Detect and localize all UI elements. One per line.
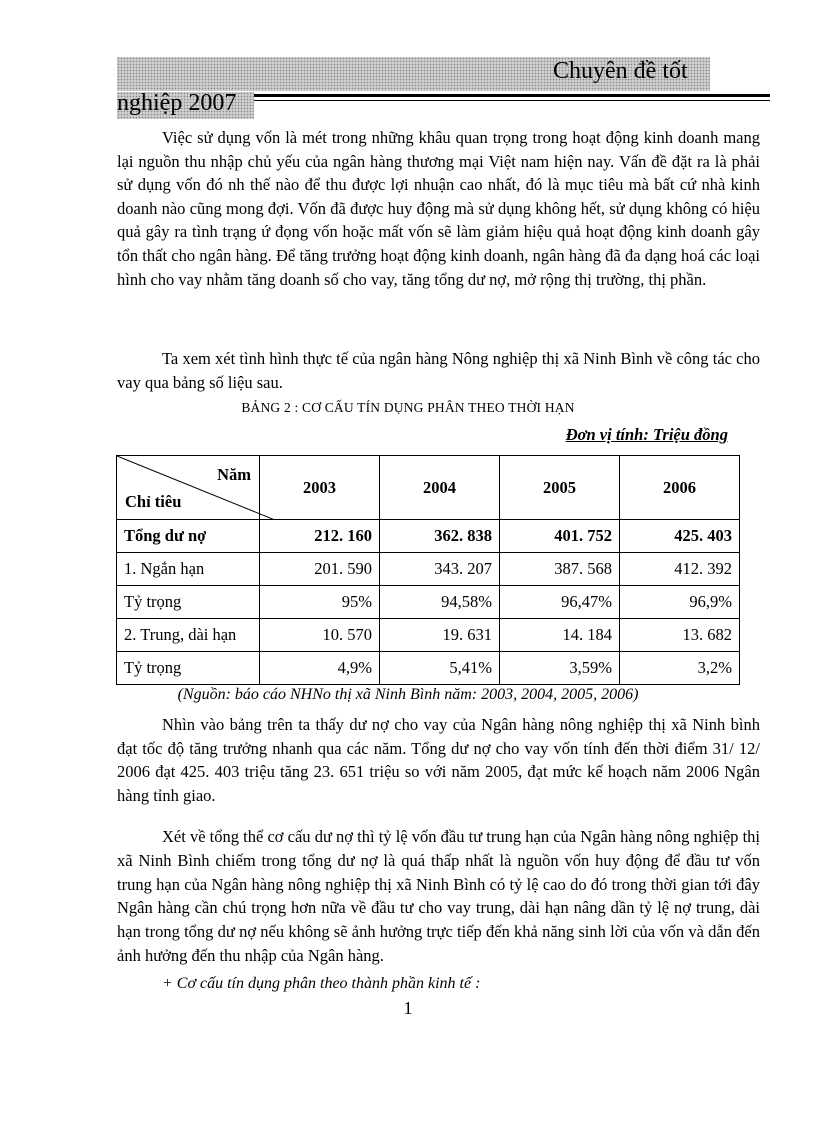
paragraph-table-analysis: Nhìn vào bảng trên ta thấy dư nợ cho vay của Ngân hàng nông nghiệp thị xã Ninh bình đạt tốc độ tăng trưởng nhanh qua các năm. Tổng dư nợ cho vay vốn tính đến thời điểm 31/ 12/ 2006 đạt 425. 403 triệu tăng 23. 651 triệu so với năm 2005, đạt mức kế hoạch năm 2006 Ngân hàng tỉnh giao. <box>117 715 760 805</box>
table-row <box>117 652 740 685</box>
corner-label-year: Năm <box>217 465 251 484</box>
table-cell: 3,59% <box>500 652 620 685</box>
table-row <box>117 586 740 619</box>
table-cell: 401. 752 <box>500 520 620 553</box>
table-cell: 10. 570 <box>260 619 380 652</box>
header-rule-thick <box>254 94 770 97</box>
table-header-row <box>117 456 740 520</box>
table-cell: 412. 392 <box>620 553 740 586</box>
year-header: 2003 <box>260 456 380 520</box>
table-cell: 362. 838 <box>380 520 500 553</box>
table-unit: Đơn vị tính: Triệu đồng <box>565 425 728 444</box>
paragraph-capital-usage: Việc sử dụng vốn là mét trong những khâu quan trọng trong hoạt động kinh doanh mang lại nguồn thu nhập chủ yếu của ngân hàng thương mại Việt nam hiện nay. Vấn đề đặt ra là phải sử dụng vốn đó nh thế nào để thu được lợi nhuận cao nhất, đó là mục tiêu mà bất cứ nhà kinh doanh nào cũng mong đợi. Vốn đã được huy động mà sử dụng không hết, sử dụng không có hiệu quả gây ra tình trạng ứ đọng vốn hoặc mất vốn sẽ làm giảm hiệu quả hoạt động kinh doanh gây tổn thất cho ngân hàng. Để tăng trưởng hoạt động kinh doanh, ngân hàng đã đa dạng hoá các loại hình cho vay nhằm tăng doanh số cho vay, tăng tổng dư nợ, mở rộng thị trường, thị phần. <box>117 128 760 289</box>
table-title: BẢNG 2 : CƠ CẤU TÍN DỤNG PHÂN THEO THỜI HẠN <box>241 400 575 415</box>
table-row <box>117 553 740 586</box>
table-cell: 96,9% <box>620 586 740 619</box>
row-label: 1. Ngắn hạn <box>117 553 260 586</box>
row-label: Tỷ trọng <box>117 652 260 685</box>
paragraph-table-intro: Ta xem xét tình hình thực tế của ngân hàng Nông nghiệp thị xã Ninh Bình về công tác cho vay qua bảng số liệu sau. <box>117 349 760 392</box>
table-source: (Nguồn: báo cáo NHNo thị xã Ninh Bình năm: 2003, 2004, 2005, 2006) <box>177 686 639 703</box>
table-cell: 3,2% <box>620 652 740 685</box>
row-label: 2. Trung, dài hạn <box>117 619 260 652</box>
table-cell: 95% <box>260 586 380 619</box>
year-header: 2005 <box>500 456 620 520</box>
table-row <box>117 619 740 652</box>
header-rule-thin <box>254 100 770 101</box>
year-header: 2004 <box>380 456 500 520</box>
credit-structure-table <box>116 455 740 685</box>
table-cell: 14. 184 <box>500 619 620 652</box>
table-cell: 94,58% <box>380 586 500 619</box>
table-cell: 5,41% <box>380 652 500 685</box>
table-cell: 13. 682 <box>620 619 740 652</box>
table-row <box>117 520 740 553</box>
table-cell: 96,47% <box>500 586 620 619</box>
header-title-line1: Chuyên đề tốt <box>553 58 688 84</box>
table-cell: 201. 590 <box>260 553 380 586</box>
table-cell: 19. 631 <box>380 619 500 652</box>
row-label: Tỷ trọng <box>117 586 260 619</box>
table-cell: 387. 568 <box>500 553 620 586</box>
row-label: Tổng dư nợ <box>117 520 260 553</box>
table-cell: 4,9% <box>260 652 380 685</box>
corner-label-indicator: Chỉ tiêu <box>125 492 182 511</box>
paragraph-structure-analysis: Xét về tổng thể cơ cấu dư nợ thì tỷ lệ vốn đầu tư trung hạn của Ngân hàng nông nghiệp thị xã Ninh Bình chiếm trong tổng dư nợ là quá thấp nhất là nguồn vốn huy động để đầu tư vốn trung hạn của Ngân hàng nông nghiệp thị xã Ninh Bình có tỷ lệ cao do đó trong thời gian tới đây Ngân hàng cần chú trọng hơn nữa về đầu tư cho vay trung, dài hạn nâng dần tỷ lệ nợ trung, dài hạn trong tổng dư nợ nếu không sẽ ảnh hưởng trực tiếp đến khả năng sinh lời của vốn và dẫn đến ảnh hưởng đến thu nhập của Ngân hàng. <box>117 827 760 965</box>
table-cell: 425. 403 <box>620 520 740 553</box>
table-cell: 343. 207 <box>380 553 500 586</box>
header-title-line2: nghiệp 2007 <box>117 90 237 116</box>
table-corner-cell <box>117 456 260 520</box>
table-cell: 212. 160 <box>260 520 380 553</box>
section-heading: + Cơ cấu tín dụng phân theo thành phần kinh tế : <box>162 975 481 992</box>
year-header: 2006 <box>620 456 740 520</box>
page-number: 1 <box>403 998 413 1018</box>
